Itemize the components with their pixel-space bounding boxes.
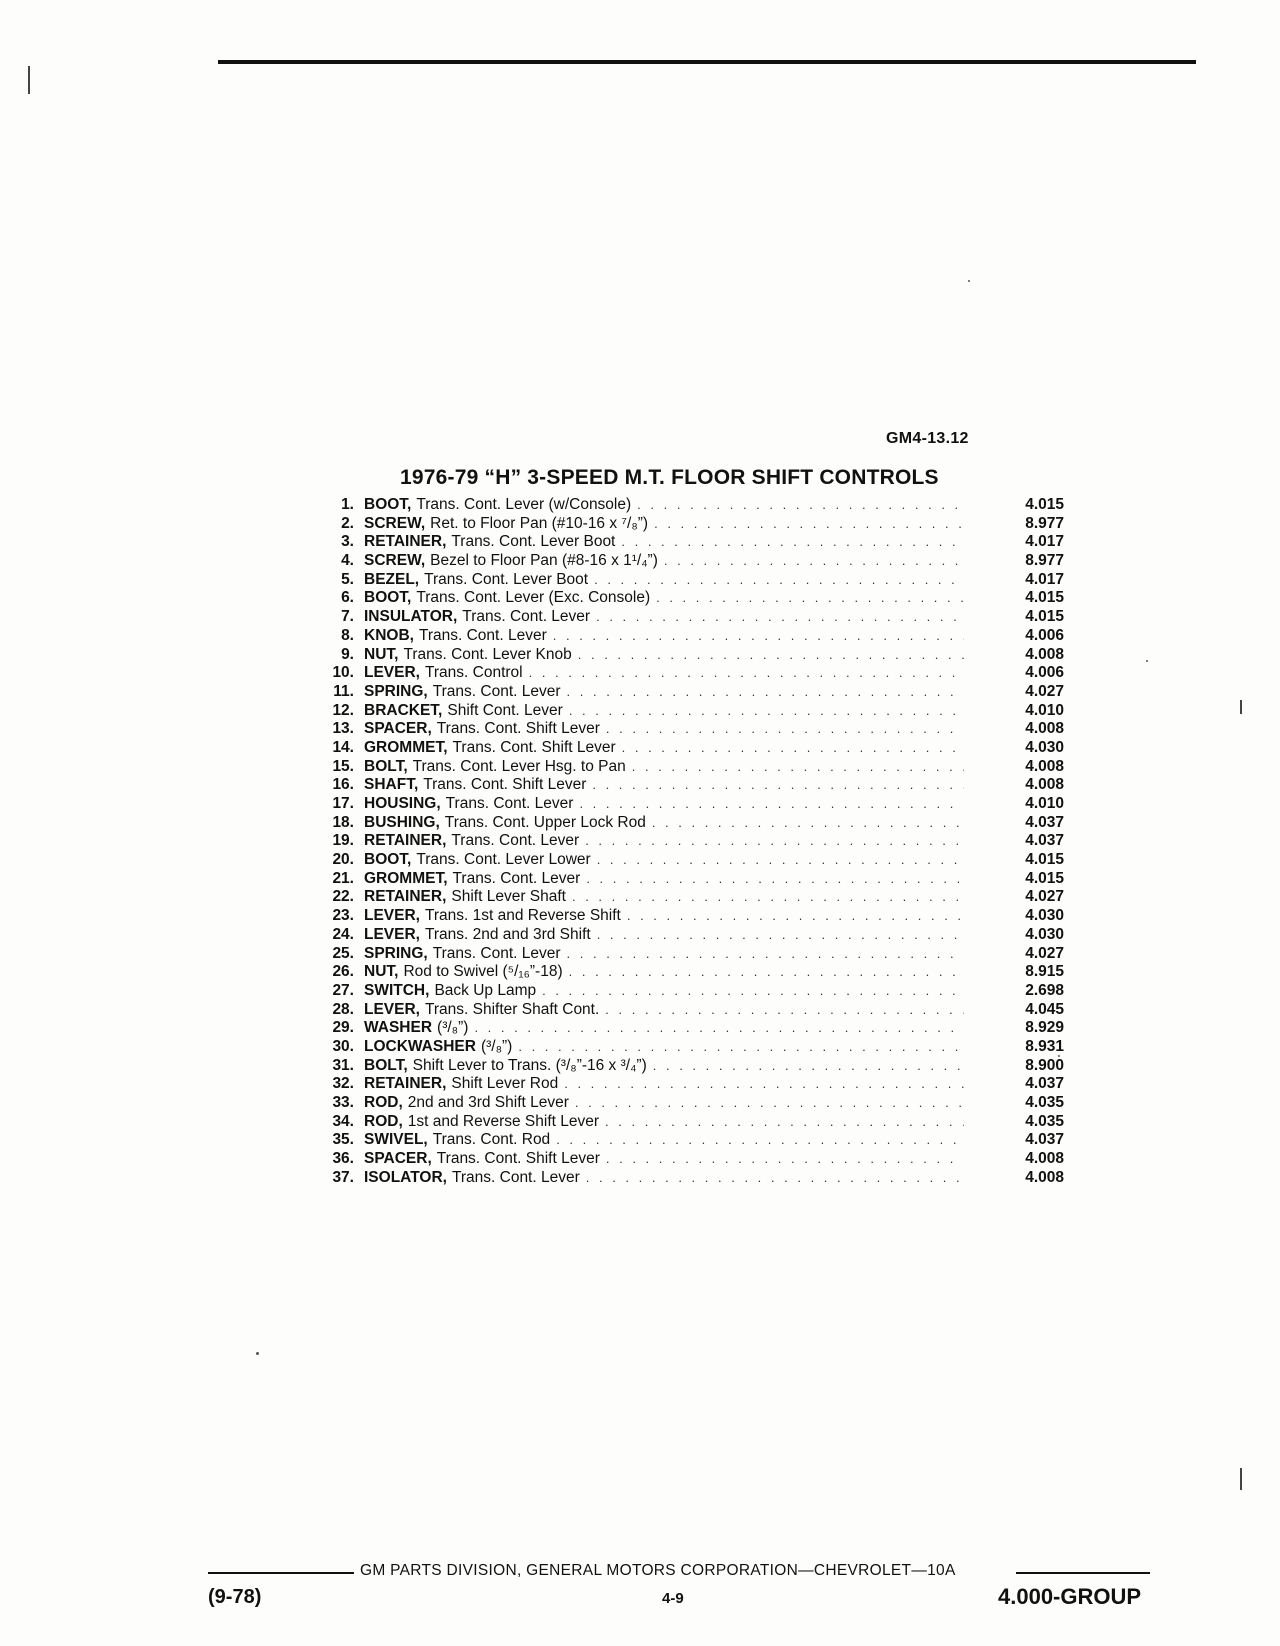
part-description bbox=[364, 1019, 964, 1038]
part-name: BRACKET, bbox=[364, 701, 443, 719]
part-row bbox=[316, 589, 1076, 608]
part-detail: Trans. 2nd and 3rd Shift bbox=[424, 925, 591, 943]
part-description bbox=[364, 1131, 964, 1150]
part-detail: Trans. Cont. Lever (w/Console) bbox=[416, 496, 632, 513]
part-row bbox=[316, 533, 1076, 552]
part-detail: (³/₈”) bbox=[437, 1019, 469, 1037]
part-row bbox=[316, 646, 1076, 665]
part-row bbox=[316, 926, 1076, 945]
footer-page-number: 4-9 bbox=[662, 1590, 684, 1607]
part-name: SPRING, bbox=[364, 682, 428, 700]
dot-leader bbox=[621, 533, 964, 552]
part-description bbox=[364, 552, 964, 571]
part-row bbox=[316, 664, 1076, 683]
dot-leader bbox=[529, 664, 964, 683]
footer-rule-left bbox=[208, 1572, 354, 1574]
part-detail: Trans. Cont. Lever bbox=[432, 944, 561, 962]
part-name: BOOT, bbox=[364, 589, 412, 607]
part-detail: 2nd and 3rd Shift Lever bbox=[407, 1094, 569, 1111]
part-number: 1. bbox=[341, 496, 354, 513]
footer-date-code: (9-78) bbox=[208, 1586, 262, 1608]
right-edge-mark-1 bbox=[1240, 700, 1242, 714]
part-detail: Trans. Cont. Lever Hsg. to Pan bbox=[412, 757, 626, 775]
part-detail: Shift Lever to Trans. (³/₈”-16 x ³/₄”) bbox=[412, 1056, 647, 1074]
part-row bbox=[316, 888, 1076, 907]
part-detail: Trans. Cont. Lever bbox=[418, 626, 547, 644]
part-description bbox=[364, 1150, 964, 1169]
part-number: 5. bbox=[341, 570, 354, 588]
part-name: LEVER, bbox=[364, 664, 420, 682]
group-number: 8.929 bbox=[1025, 1019, 1064, 1037]
dot-leader bbox=[597, 926, 964, 945]
part-description bbox=[364, 683, 964, 702]
part-number: 10. bbox=[332, 664, 354, 682]
part-description bbox=[364, 720, 964, 739]
part-description bbox=[364, 851, 964, 870]
part-row bbox=[316, 720, 1076, 739]
part-number: 4. bbox=[341, 552, 354, 570]
part-detail: (³/₈”) bbox=[480, 1037, 513, 1055]
parts-list bbox=[316, 496, 1076, 1187]
group-number: 4.027 bbox=[1025, 944, 1064, 962]
group-number: 8.977 bbox=[1025, 552, 1064, 570]
part-row bbox=[316, 1169, 1076, 1188]
part-number: 28. bbox=[332, 1000, 354, 1018]
part-row bbox=[316, 814, 1076, 833]
group-number: 4.008 bbox=[1025, 757, 1064, 775]
part-row bbox=[316, 496, 1076, 515]
part-description bbox=[364, 664, 964, 683]
dot-leader bbox=[586, 1169, 964, 1188]
part-name: INSULATOR, bbox=[364, 608, 458, 626]
part-row bbox=[316, 571, 1076, 590]
part-detail: Trans. Cont. Shift Lever bbox=[436, 1150, 600, 1168]
group-number: 4.037 bbox=[1025, 1075, 1064, 1093]
part-name: SCREW, bbox=[364, 552, 426, 570]
part-detail: Trans. Cont. Shift Lever bbox=[452, 738, 616, 756]
dot-leader bbox=[594, 571, 964, 590]
part-description bbox=[364, 1075, 964, 1094]
group-number: 4.008 bbox=[1025, 645, 1064, 663]
part-row bbox=[316, 1131, 1076, 1150]
part-description bbox=[364, 739, 964, 758]
part-row bbox=[316, 739, 1076, 758]
part-number: 16. bbox=[332, 776, 354, 794]
part-row bbox=[316, 758, 1076, 777]
part-name: LEVER, bbox=[364, 907, 420, 925]
group-number: 4.008 bbox=[1025, 776, 1064, 794]
dot-leader bbox=[656, 589, 964, 608]
dot-leader bbox=[592, 776, 964, 795]
part-description bbox=[364, 1094, 964, 1113]
part-name: SCREW, bbox=[364, 514, 426, 532]
part-row bbox=[316, 982, 1076, 1001]
part-number: 7. bbox=[341, 608, 354, 626]
top-rule bbox=[218, 60, 1196, 64]
part-row bbox=[316, 1038, 1076, 1057]
part-row bbox=[316, 702, 1076, 721]
part-name: ROD, bbox=[364, 1112, 403, 1130]
part-number: 2. bbox=[341, 514, 354, 532]
speck bbox=[968, 280, 970, 282]
part-name: BOLT, bbox=[364, 1056, 408, 1074]
dot-leader bbox=[564, 1075, 964, 1094]
part-detail: Trans. Cont. Lever bbox=[462, 608, 591, 626]
part-row bbox=[316, 515, 1076, 534]
part-name: RETAINER, bbox=[364, 533, 447, 551]
part-number: 32. bbox=[332, 1075, 354, 1093]
part-name: LEVER, bbox=[364, 925, 420, 943]
part-name: KNOB, bbox=[364, 626, 414, 644]
footer-publisher: GM PARTS DIVISION, GENERAL MOTORS CORPORATION—CHEVROLET—10A bbox=[360, 1562, 956, 1579]
group-number: 4.037 bbox=[1025, 832, 1064, 850]
dot-leader bbox=[637, 496, 964, 515]
part-description bbox=[364, 776, 964, 795]
part-description bbox=[364, 795, 964, 814]
part-detail: Trans. Cont. Lever bbox=[432, 682, 561, 700]
part-description bbox=[364, 533, 964, 552]
part-description bbox=[364, 814, 964, 833]
part-detail: Trans. Cont. Shift Lever bbox=[436, 720, 600, 738]
part-name: HOUSING, bbox=[364, 795, 441, 812]
part-detail: Bezel to Floor Pan (#8-16 x 1¹/₄”) bbox=[430, 552, 658, 570]
group-number: 4.035 bbox=[1025, 1112, 1064, 1130]
part-number: 17. bbox=[332, 795, 354, 812]
part-detail: Trans. Cont. Lever bbox=[445, 795, 574, 812]
dot-leader bbox=[597, 851, 964, 870]
dot-leader bbox=[606, 720, 964, 739]
part-name: BUSHING, bbox=[364, 813, 440, 831]
part-name: SPACER, bbox=[364, 1150, 432, 1168]
dot-leader bbox=[575, 1094, 964, 1113]
dot-leader bbox=[605, 1113, 964, 1132]
group-number: 8.977 bbox=[1025, 514, 1064, 532]
dot-leader bbox=[474, 1019, 964, 1038]
group-number: 4.008 bbox=[1025, 1168, 1064, 1186]
part-detail: Trans. Cont. Lever bbox=[451, 832, 580, 850]
part-number: 18. bbox=[332, 813, 354, 831]
part-name: SWIVEL, bbox=[364, 1131, 428, 1149]
part-name: NUT, bbox=[364, 645, 399, 663]
reference-code: GM4-13.12 bbox=[886, 430, 969, 447]
part-number: 19. bbox=[332, 832, 354, 850]
part-number: 22. bbox=[332, 888, 354, 906]
part-row bbox=[316, 1001, 1076, 1020]
dot-leader bbox=[585, 832, 964, 851]
right-edge-mark-2 bbox=[1240, 1468, 1242, 1490]
part-description bbox=[364, 758, 964, 777]
part-number: 15. bbox=[332, 757, 354, 775]
dot-leader bbox=[542, 982, 964, 1001]
group-number: 4.045 bbox=[1025, 1000, 1064, 1018]
part-description bbox=[364, 1057, 964, 1076]
group-number: 4.030 bbox=[1025, 738, 1064, 756]
speck bbox=[1146, 660, 1148, 662]
left-edge-mark bbox=[28, 66, 30, 94]
part-number: 12. bbox=[332, 701, 354, 719]
part-name: LOCKWASHER bbox=[364, 1037, 476, 1055]
part-row bbox=[316, 963, 1076, 982]
part-number: 30. bbox=[332, 1037, 354, 1055]
part-description bbox=[364, 496, 964, 515]
group-number: 4.006 bbox=[1025, 626, 1064, 644]
part-number: 31. bbox=[332, 1056, 354, 1074]
part-number: 34. bbox=[332, 1112, 354, 1130]
part-name: RETAINER, bbox=[364, 888, 447, 906]
part-description bbox=[364, 589, 964, 608]
part-detail: Trans. Cont. Lever Knob bbox=[403, 645, 572, 663]
part-number: 11. bbox=[333, 682, 354, 700]
part-name: RETAINER, bbox=[364, 832, 447, 850]
group-number: 4.008 bbox=[1025, 720, 1064, 738]
part-number: 23. bbox=[332, 907, 354, 925]
group-number: 4.017 bbox=[1025, 533, 1064, 551]
dot-leader bbox=[569, 963, 964, 982]
part-description bbox=[364, 870, 964, 889]
dot-leader bbox=[622, 739, 964, 758]
group-number: 2.698 bbox=[1025, 981, 1064, 999]
group-number: 4.015 bbox=[1025, 496, 1064, 513]
group-number: 8.900 bbox=[1025, 1056, 1064, 1074]
part-detail: Ret. to Floor Pan (#10-16 x ⁷/₈”) bbox=[430, 514, 649, 532]
part-number: 21. bbox=[332, 869, 354, 887]
dot-leader bbox=[627, 907, 964, 926]
part-description bbox=[364, 945, 964, 964]
part-number: 13. bbox=[332, 720, 354, 738]
part-description bbox=[364, 888, 964, 907]
part-name: GROMMET, bbox=[364, 869, 448, 887]
group-number: 4.030 bbox=[1025, 925, 1064, 943]
dot-leader bbox=[556, 1131, 964, 1150]
part-detail: Trans. Cont. Lever bbox=[451, 1168, 580, 1186]
part-description bbox=[364, 1001, 964, 1020]
part-name: BOOT, bbox=[364, 496, 412, 513]
part-name: BEZEL, bbox=[364, 570, 420, 588]
part-description bbox=[364, 1038, 964, 1057]
part-row bbox=[316, 1057, 1076, 1076]
dot-leader bbox=[654, 515, 964, 534]
group-number: 8.915 bbox=[1025, 963, 1064, 981]
part-row bbox=[316, 795, 1076, 814]
group-number: 4.030 bbox=[1025, 907, 1064, 925]
part-number: 36. bbox=[332, 1150, 354, 1168]
dot-leader bbox=[596, 608, 964, 627]
part-row bbox=[316, 851, 1076, 870]
dot-leader bbox=[567, 945, 964, 964]
part-row bbox=[316, 832, 1076, 851]
part-name: SPRING, bbox=[364, 944, 428, 962]
part-name: RETAINER, bbox=[364, 1075, 447, 1093]
part-number: 27. bbox=[332, 981, 354, 999]
part-row bbox=[316, 1019, 1076, 1038]
part-row bbox=[316, 608, 1076, 627]
part-row bbox=[316, 907, 1076, 926]
part-number: 8. bbox=[341, 626, 354, 644]
group-number: 4.017 bbox=[1025, 570, 1064, 588]
group-number: 4.027 bbox=[1025, 888, 1064, 906]
part-detail: Trans. Cont. Shift Lever bbox=[423, 776, 587, 794]
group-number: 4.035 bbox=[1025, 1094, 1064, 1111]
dot-leader bbox=[518, 1038, 964, 1057]
part-name: SWITCH, bbox=[364, 981, 430, 999]
part-row bbox=[316, 552, 1076, 571]
dot-leader bbox=[605, 1001, 964, 1020]
part-name: LEVER, bbox=[364, 1000, 420, 1018]
part-description bbox=[364, 982, 964, 1001]
part-row bbox=[316, 1150, 1076, 1169]
part-detail: Shift Cont. Lever bbox=[447, 701, 563, 719]
part-detail: Trans. Cont. Lever Boot bbox=[424, 570, 589, 588]
group-number: 4.015 bbox=[1025, 608, 1064, 626]
part-detail: Trans. Cont. Lever bbox=[452, 869, 581, 887]
part-row bbox=[316, 945, 1076, 964]
part-row bbox=[316, 1075, 1076, 1094]
part-description bbox=[364, 926, 964, 945]
part-name: GROMMET, bbox=[364, 738, 448, 756]
part-name: SHAFT, bbox=[364, 776, 419, 794]
speck bbox=[256, 1352, 259, 1355]
part-number: 9. bbox=[341, 645, 354, 663]
dot-leader bbox=[567, 683, 964, 702]
dot-leader bbox=[632, 758, 964, 777]
dot-leader bbox=[572, 888, 964, 907]
part-detail: Trans. Cont. Rod bbox=[432, 1131, 551, 1149]
group-number: 4.027 bbox=[1025, 682, 1064, 700]
footer-rule-right bbox=[1016, 1572, 1150, 1574]
dot-leader bbox=[653, 1057, 964, 1076]
part-detail: Trans. Cont. Lever Boot bbox=[451, 533, 616, 551]
footer-group-label: 4.000-GROUP bbox=[998, 1584, 1142, 1609]
part-row bbox=[316, 683, 1076, 702]
group-number: 4.008 bbox=[1025, 1150, 1064, 1168]
group-number: 4.015 bbox=[1025, 589, 1064, 607]
part-number: 3. bbox=[341, 533, 354, 551]
part-number: 26. bbox=[332, 963, 354, 981]
part-description bbox=[364, 608, 964, 627]
group-number: 4.006 bbox=[1025, 664, 1064, 682]
part-name: NUT, bbox=[364, 963, 399, 981]
dot-leader bbox=[664, 552, 964, 571]
part-detail: Shift Lever Shaft bbox=[451, 888, 566, 906]
dot-leader bbox=[652, 814, 964, 833]
group-number: 4.015 bbox=[1025, 869, 1064, 887]
part-detail: Rod to Swivel (⁵/₁₆”-18) bbox=[403, 963, 563, 981]
part-description bbox=[364, 1113, 964, 1132]
part-detail: Trans. Cont. Lever Lower bbox=[416, 851, 591, 869]
dot-leader bbox=[569, 702, 964, 721]
part-name: WASHER bbox=[364, 1019, 433, 1037]
part-row bbox=[316, 627, 1076, 646]
dot-leader bbox=[553, 627, 964, 646]
part-row bbox=[316, 776, 1076, 795]
part-name: BOOT, bbox=[364, 851, 412, 869]
part-detail: Trans. 1st and Reverse Shift bbox=[424, 907, 621, 925]
part-description bbox=[364, 646, 964, 665]
part-name: ROD, bbox=[364, 1094, 403, 1111]
part-detail: Trans. Cont. Upper Lock Rod bbox=[444, 813, 646, 831]
part-description bbox=[364, 702, 964, 721]
part-description bbox=[364, 907, 964, 926]
part-number: 14. bbox=[332, 738, 354, 756]
part-description bbox=[364, 627, 964, 646]
part-number: 37. bbox=[332, 1168, 354, 1186]
group-number: 4.015 bbox=[1025, 851, 1064, 869]
dot-leader bbox=[579, 795, 964, 814]
part-row bbox=[316, 870, 1076, 889]
part-detail: Trans. Cont. Lever (Exc. Console) bbox=[416, 589, 651, 607]
part-row bbox=[316, 1113, 1076, 1132]
part-detail: Shift Lever Rod bbox=[451, 1075, 559, 1093]
part-detail: Trans. Shifter Shaft Cont. bbox=[424, 1000, 600, 1018]
group-number: 4.010 bbox=[1025, 701, 1064, 719]
part-name: SPACER, bbox=[364, 720, 432, 738]
part-description bbox=[364, 515, 964, 534]
group-number: 4.010 bbox=[1025, 795, 1064, 812]
part-detail: Trans. Control bbox=[424, 664, 523, 682]
part-name: ISOLATOR, bbox=[364, 1168, 447, 1186]
part-row bbox=[316, 1094, 1076, 1113]
part-detail: 1st and Reverse Shift Lever bbox=[407, 1112, 600, 1130]
part-number: 6. bbox=[341, 589, 354, 607]
part-description bbox=[364, 832, 964, 851]
part-description bbox=[364, 963, 964, 982]
part-description bbox=[364, 1169, 964, 1188]
group-number: 4.037 bbox=[1025, 1131, 1064, 1149]
group-number: 8.931 bbox=[1025, 1037, 1064, 1055]
part-number: 20. bbox=[332, 851, 354, 869]
part-number: 35. bbox=[332, 1131, 354, 1149]
part-number: 24. bbox=[332, 925, 354, 943]
part-description bbox=[364, 571, 964, 590]
dot-leader bbox=[578, 646, 964, 665]
dot-leader bbox=[586, 870, 964, 889]
part-number: 33. bbox=[332, 1094, 354, 1111]
dot-leader bbox=[606, 1150, 964, 1169]
part-number: 25. bbox=[332, 944, 354, 962]
part-detail: Back Up Lamp bbox=[434, 981, 537, 999]
part-number: 29. bbox=[332, 1019, 354, 1037]
group-number: 4.037 bbox=[1025, 813, 1064, 831]
page-title: 1976-79 “H” 3-SPEED M.T. FLOOR SHIFT CONTROLS bbox=[400, 466, 939, 489]
part-name: BOLT, bbox=[364, 757, 408, 775]
